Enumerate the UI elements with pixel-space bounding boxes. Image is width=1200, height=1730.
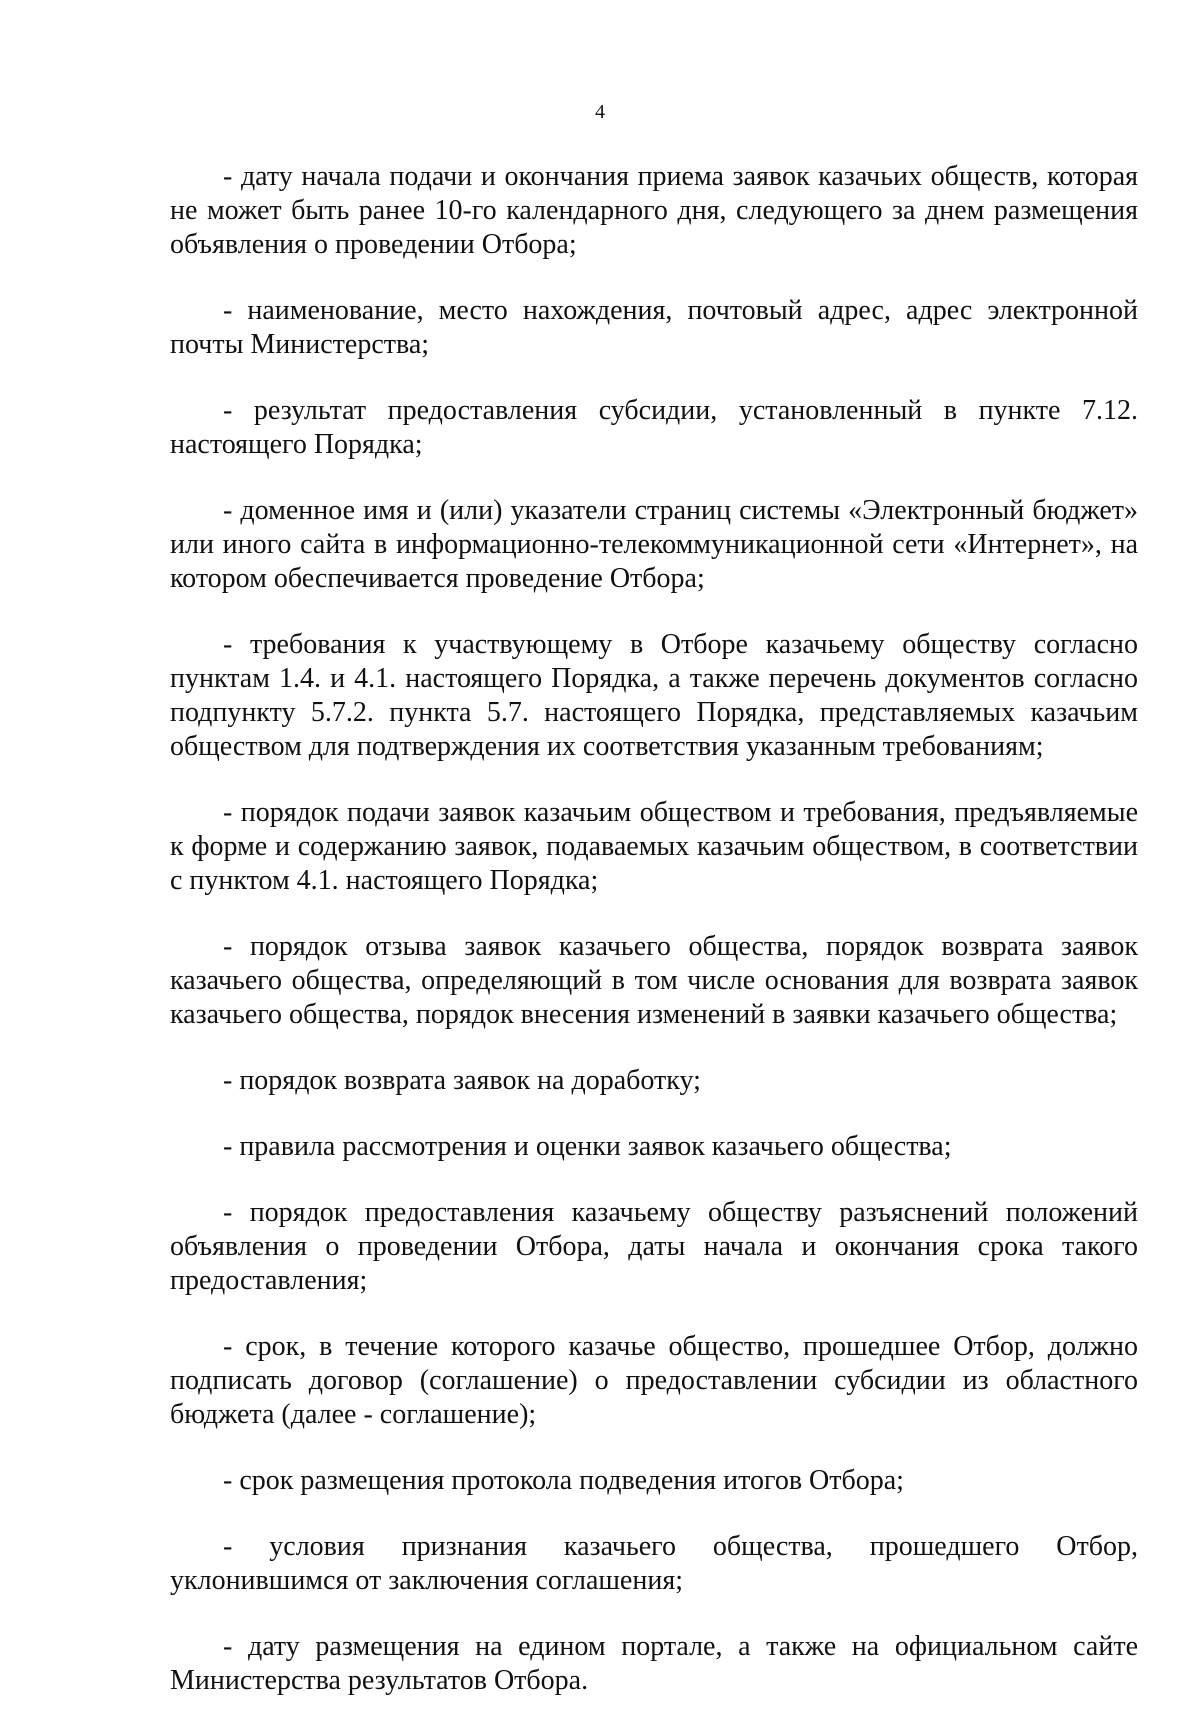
page-number: 4	[595, 101, 605, 123]
list-item: - доменное имя и (или) указатели страниц системы «Электронный бюджет» или иного сайта в информационно-телекоммуникационной сети «Интернет», на котором обеспечивается проведение Отбора;	[170, 495, 1138, 594]
list-item: - порядок предоставления казачьему обществу разъяснений положений объявления о проведении Отбора, даты начала и окончания срока такого предоставления;	[170, 1197, 1138, 1296]
list-item: - результат предоставления субсидии, установленный в пункте 7.12. настоящего Порядка;	[170, 395, 1138, 460]
list-item: - порядок подачи заявок казачьим обществом и требования, предъявляемые к форме и содержанию заявок, подаваемых казачьим обществом, в соответствии с пунктом 4.1. настоящего Порядка;	[170, 797, 1138, 896]
document-body	[170, 160, 1138, 1730]
list-item: - срок, в течение которого казачье общество, прошедшее Отбор, должно подписать договор (соглашение) о предоставлении субсидии из областного бюджета (далее - соглашение);	[170, 1331, 1138, 1430]
list-item: - требования к участвующему в Отборе казачьему обществу согласно пунктам 1.4. и 4.1. настоящего Порядка, а также перечень документов согласно подпункту 5.7.2. пункта 5.7. настоящего Порядка, представляемых казачьим обществом для подтверждения их соответствия указанным требованиям;	[170, 629, 1138, 762]
list-item: - дату размещения на едином портале, а также на официальном сайте Министерства результатов Отбора.	[170, 1631, 1138, 1696]
list-item: - срок размещения протокола подведения итогов Отбора;	[223, 1465, 904, 1496]
list-item: - порядок отзыва заявок казачьего общества, порядок возврата заявок казачьего общества, определяющий в том числе основания для возврата заявок казачьего общества, порядок внесения изменений в заявки казачьего общества;	[170, 931, 1138, 1030]
list-item: - условия признания казачьего общества, прошедшего Отбор, уклонившимся от заключения соглашения;	[170, 1531, 1138, 1596]
list-item: - наименование, место нахождения, почтовый адрес, адрес электронной почты Министерства;	[170, 295, 1138, 360]
list-item: - правила рассмотрения и оценки заявок казачьего общества;	[223, 1131, 952, 1162]
list-item: - порядок возврата заявок на доработку;	[223, 1065, 701, 1096]
list-item: - дату начала подачи и окончания приема заявок казачьих обществ, которая не может быть ранее 10-го календарного дня, следующего за днем размещения объявления о проведении Отбора;	[170, 161, 1138, 260]
